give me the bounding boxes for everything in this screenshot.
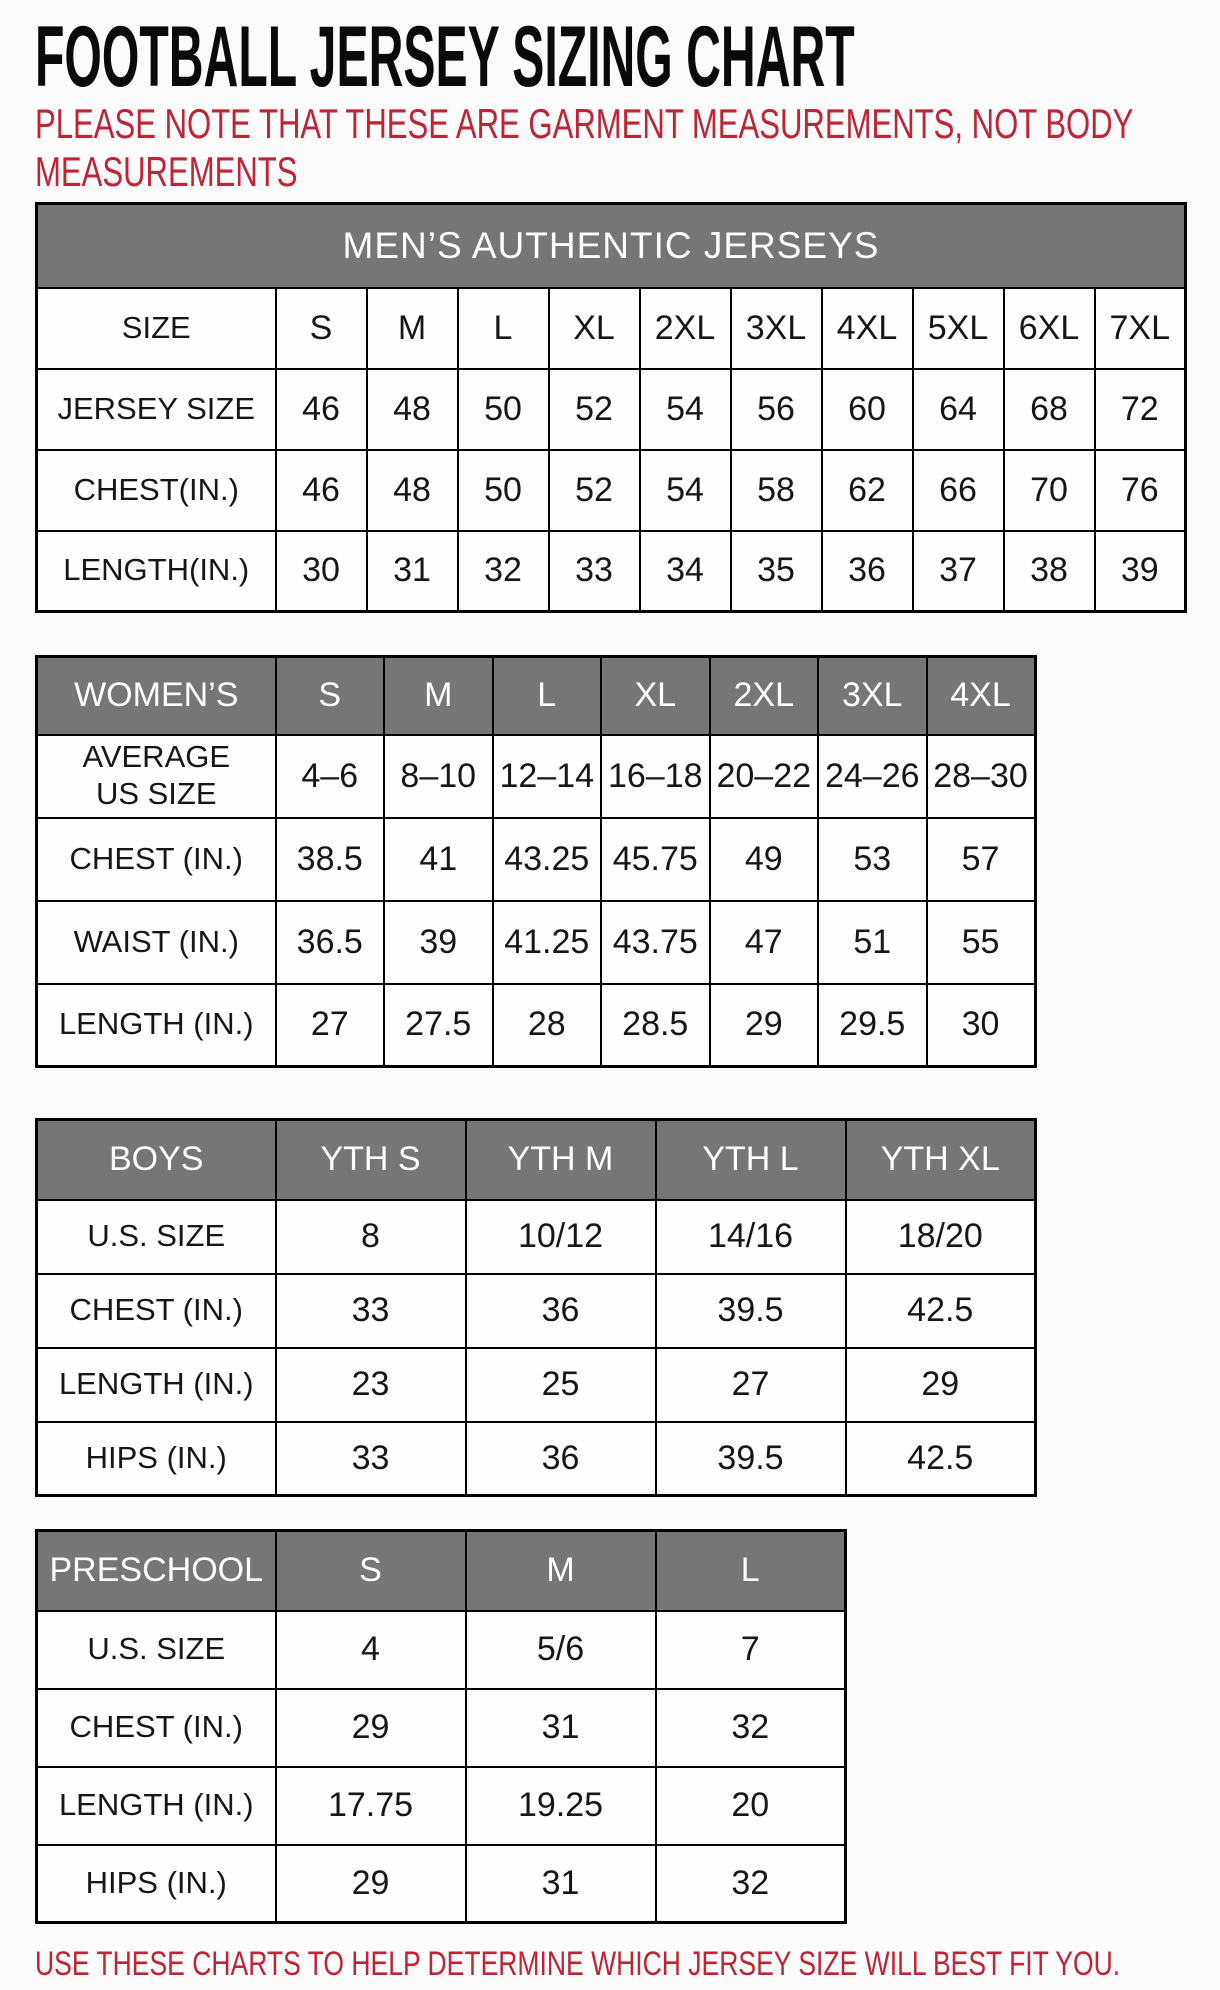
value-cell: 37 [913, 531, 1004, 612]
value-cell: 62 [822, 450, 913, 531]
value-cell: 53 [818, 818, 927, 901]
row-label: SIZE [37, 288, 276, 369]
value-cell: L [458, 288, 549, 369]
column-header: M [384, 657, 493, 735]
value-cell: 48 [367, 450, 458, 531]
value-cell: 52 [549, 450, 640, 531]
value-cell: 60 [822, 369, 913, 450]
value-cell: 4–6 [276, 735, 385, 818]
column-header: 3XL [818, 657, 927, 735]
value-cell: 5XL [913, 288, 1004, 369]
value-cell: 16–18 [601, 735, 710, 818]
row-label: U.S. SIZE [37, 1200, 276, 1274]
value-cell: 50 [458, 450, 549, 531]
row-label: LENGTH(IN.) [37, 531, 276, 612]
value-cell: 39.5 [656, 1422, 846, 1496]
value-cell: 28–30 [927, 735, 1036, 818]
preschool-table-title: PRESCHOOL [37, 1531, 276, 1611]
value-cell: 29 [710, 984, 819, 1067]
row-label: U.S. SIZE [37, 1611, 276, 1689]
value-cell: 28 [493, 984, 602, 1067]
measurement-note: PLEASE NOTE THAT THESE ARE GARMENT MEASUREMENTS, NOT BODY MEASUREMENTS [35, 100, 1133, 195]
value-cell: 47 [710, 901, 819, 984]
value-cell: 30 [276, 531, 367, 612]
value-cell: 31 [367, 531, 458, 612]
row-label: CHEST(IN.) [37, 450, 276, 531]
value-cell: 42.5 [846, 1274, 1036, 1348]
value-cell: 17.75 [276, 1767, 466, 1845]
value-cell: 20 [656, 1767, 846, 1845]
womens-table-section [35, 655, 1220, 1068]
row-label: HIPS (IN.) [37, 1422, 276, 1496]
value-cell: 43.75 [601, 901, 710, 984]
value-cell: 27 [656, 1348, 846, 1422]
value-cell: 49 [710, 818, 819, 901]
value-cell: 48 [367, 369, 458, 450]
row-label: HIPS (IN.) [37, 1845, 276, 1923]
row-label: JERSEY SIZE [37, 369, 276, 450]
value-cell: 29 [276, 1689, 466, 1767]
mens-table-title: MEN’S AUTHENTIC JERSEYS [37, 204, 1186, 288]
value-cell: 36 [466, 1422, 656, 1496]
value-cell: 38 [1004, 531, 1095, 612]
column-header: 2XL [710, 657, 819, 735]
value-cell: 45.75 [601, 818, 710, 901]
value-cell: 46 [276, 450, 367, 531]
womens-table [35, 655, 1037, 1068]
value-cell: 7 [656, 1611, 846, 1689]
row-label: LENGTH (IN.) [37, 1767, 276, 1845]
value-cell: 29.5 [818, 984, 927, 1067]
value-cell: 66 [913, 450, 1004, 531]
value-cell: 51 [818, 901, 927, 984]
column-header: YTH L [656, 1120, 846, 1200]
value-cell: 14/16 [656, 1200, 846, 1274]
column-header: YTH S [276, 1120, 466, 1200]
preschool-table-section [35, 1529, 1220, 1924]
value-cell: 58 [731, 450, 822, 531]
value-cell: 52 [549, 369, 640, 450]
value-cell: 39.5 [656, 1274, 846, 1348]
row-label: AVERAGE US SIZE [37, 735, 276, 818]
boys-table-title: BOYS [37, 1120, 276, 1200]
value-cell: 68 [1004, 369, 1095, 450]
value-cell: M [367, 288, 458, 369]
value-cell: 24–26 [818, 735, 927, 818]
value-cell: 56 [731, 369, 822, 450]
value-cell: 29 [276, 1845, 466, 1923]
value-cell: 18/20 [846, 1200, 1036, 1274]
value-cell: 3XL [731, 288, 822, 369]
row-label: CHEST (IN.) [37, 1689, 276, 1767]
value-cell: 38.5 [276, 818, 385, 901]
value-cell: 33 [549, 531, 640, 612]
value-cell: 8 [276, 1200, 466, 1274]
value-cell: 4XL [822, 288, 913, 369]
value-cell: 5/6 [466, 1611, 656, 1689]
value-cell: 50 [458, 369, 549, 450]
value-cell: 57 [927, 818, 1036, 901]
value-cell: 2XL [640, 288, 731, 369]
value-cell: 35 [731, 531, 822, 612]
preschool-table [35, 1529, 847, 1924]
value-cell: 28.5 [601, 984, 710, 1067]
value-cell: 31 [466, 1845, 656, 1923]
row-label: LENGTH (IN.) [37, 1348, 276, 1422]
footer-note: USE THESE CHARTS TO HELP DETERMINE WHICH JERSEY SIZE WILL BEST FIT YOU. [35, 1945, 1121, 1983]
value-cell: 33 [276, 1274, 466, 1348]
value-cell: XL [549, 288, 640, 369]
boys-table [35, 1118, 1037, 1497]
value-cell: 31 [466, 1689, 656, 1767]
value-cell: 4 [276, 1611, 466, 1689]
value-cell: 19.25 [466, 1767, 656, 1845]
value-cell: 42.5 [846, 1422, 1036, 1496]
value-cell: 39 [1095, 531, 1186, 612]
value-cell: 7XL [1095, 288, 1186, 369]
mens-table [35, 202, 1187, 613]
value-cell: 39 [384, 901, 493, 984]
value-cell: 64 [913, 369, 1004, 450]
value-cell: 33 [276, 1422, 466, 1496]
mens-table-section [35, 202, 1220, 613]
value-cell: 76 [1095, 450, 1186, 531]
column-header: S [276, 1531, 466, 1611]
value-cell: 70 [1004, 450, 1095, 531]
value-cell: 46 [276, 369, 367, 450]
column-header: YTH XL [846, 1120, 1036, 1200]
page-title: FOOTBALL JERSEY SIZING CHART [35, 9, 855, 105]
value-cell: 8–10 [384, 735, 493, 818]
value-cell: 43.25 [493, 818, 602, 901]
row-label: LENGTH (IN.) [37, 984, 276, 1067]
value-cell: 41 [384, 818, 493, 901]
value-cell: S [276, 288, 367, 369]
column-header: M [466, 1531, 656, 1611]
value-cell: 32 [458, 531, 549, 612]
value-cell: 54 [640, 450, 731, 531]
column-header: XL [601, 657, 710, 735]
womens-table-title: WOMEN’S [37, 657, 276, 735]
value-cell: 6XL [1004, 288, 1095, 369]
value-cell: 72 [1095, 369, 1186, 450]
value-cell: 27.5 [384, 984, 493, 1067]
value-cell: 41.25 [493, 901, 602, 984]
column-header: L [656, 1531, 846, 1611]
value-cell: 54 [640, 369, 731, 450]
value-cell: 25 [466, 1348, 656, 1422]
value-cell: 32 [656, 1689, 846, 1767]
row-label: CHEST (IN.) [37, 1274, 276, 1348]
value-cell: 36 [466, 1274, 656, 1348]
value-cell: 29 [846, 1348, 1036, 1422]
column-header: S [276, 657, 385, 735]
value-cell: 32 [656, 1845, 846, 1923]
value-cell: 10/12 [466, 1200, 656, 1274]
value-cell: 27 [276, 984, 385, 1067]
row-label: WAIST (IN.) [37, 901, 276, 984]
column-header: YTH M [466, 1120, 656, 1200]
value-cell: 34 [640, 531, 731, 612]
column-header: L [493, 657, 602, 735]
value-cell: 20–22 [710, 735, 819, 818]
value-cell: 23 [276, 1348, 466, 1422]
row-label: CHEST (IN.) [37, 818, 276, 901]
value-cell: 36 [822, 531, 913, 612]
boys-table-section [35, 1118, 1220, 1497]
column-header: 4XL [927, 657, 1036, 735]
value-cell: 55 [927, 901, 1036, 984]
value-cell: 30 [927, 984, 1036, 1067]
value-cell: 36.5 [276, 901, 385, 984]
value-cell: 12–14 [493, 735, 602, 818]
